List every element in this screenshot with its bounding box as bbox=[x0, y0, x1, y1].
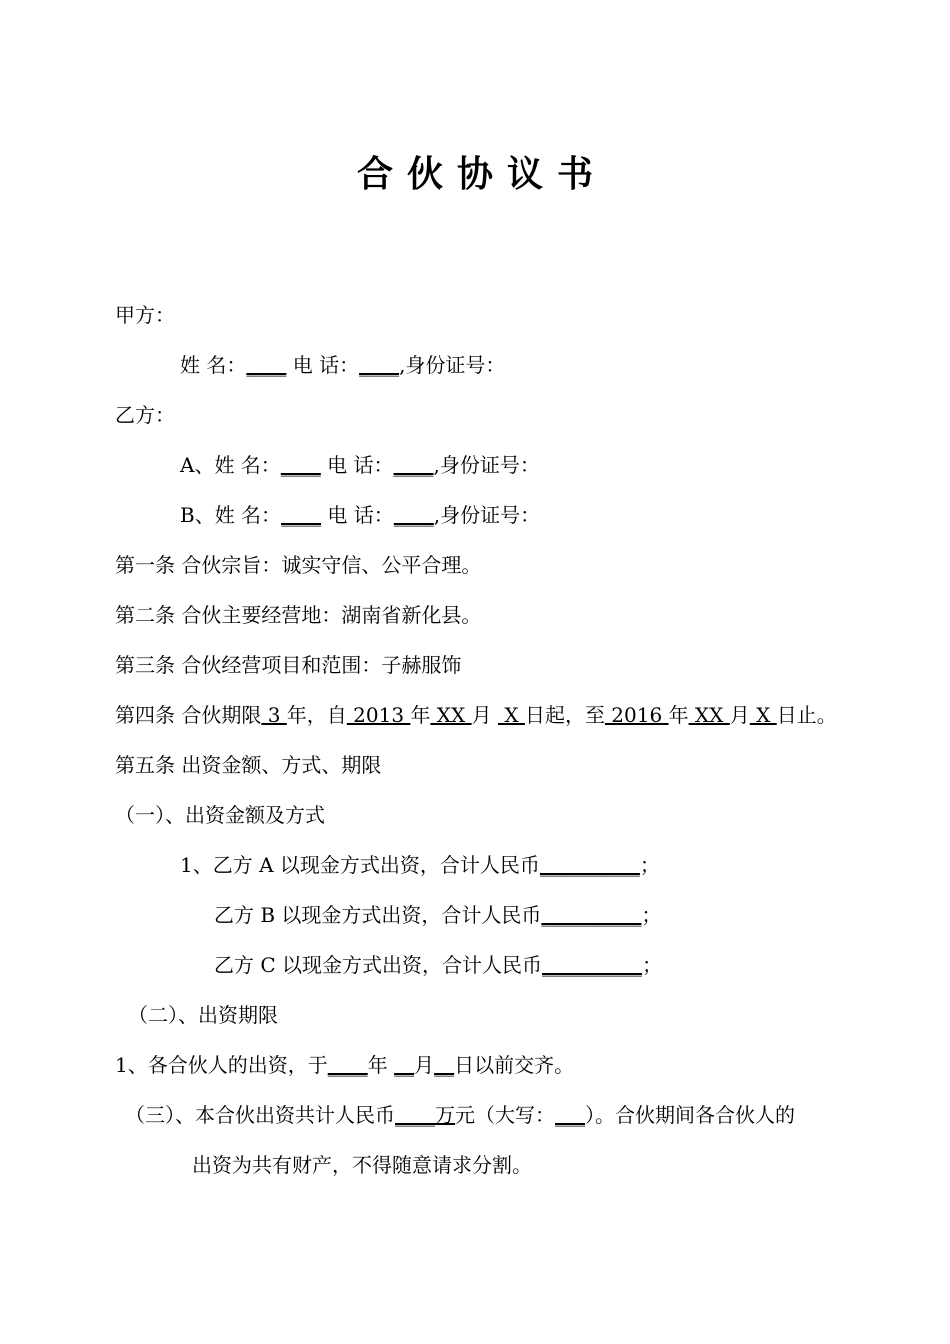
article-4-text: 日止。 bbox=[776, 703, 837, 727]
party-b-b-info bbox=[180, 502, 540, 528]
deadline-text: 年 bbox=[367, 1053, 395, 1077]
party-b-label: 乙方： bbox=[115, 403, 175, 427]
article-4-text: 月 bbox=[729, 703, 750, 727]
id-label: ,身份证号： bbox=[399, 353, 506, 377]
phone-blank: ____ bbox=[393, 453, 434, 477]
party-a-info bbox=[180, 352, 505, 378]
deadline-text: 1、各合伙人的出资，于 bbox=[115, 1053, 328, 1077]
month-blank: __ bbox=[394, 1053, 415, 1077]
end-month: XX bbox=[688, 703, 730, 727]
start-month: XX bbox=[430, 703, 472, 727]
section-3-text: （三）、本合伙出资共计人民币 bbox=[125, 1103, 395, 1127]
contribution-c bbox=[214, 952, 662, 978]
deadline-text: 月 bbox=[414, 1053, 435, 1077]
party-b-a-info bbox=[180, 452, 540, 478]
section-3-continued: 出资为共有财产，不得随意请求分割。 bbox=[192, 1153, 532, 1177]
contribution-a bbox=[180, 852, 660, 878]
contribution-b bbox=[214, 902, 661, 928]
name-label: B、姓 名： bbox=[180, 503, 282, 527]
article-4 bbox=[115, 702, 837, 728]
phone-blank: ____ bbox=[359, 353, 400, 377]
end-day: X bbox=[749, 703, 777, 727]
term-years: 3 bbox=[261, 703, 287, 727]
name-label: A、姓 名： bbox=[180, 453, 281, 477]
name-blank: ____ bbox=[246, 353, 287, 377]
section-3-text: 元（大写： bbox=[455, 1103, 555, 1127]
deadline-text: 日以前交齐。 bbox=[454, 1053, 575, 1077]
total-amount-blank: ____ bbox=[395, 1103, 435, 1127]
article-4-text: 月 bbox=[471, 703, 498, 727]
contribution-end: ； bbox=[639, 853, 660, 877]
start-year: 2013 bbox=[346, 703, 411, 727]
section-2-heading: （二）、出资期限 bbox=[128, 1003, 278, 1027]
amount-blank: __________ bbox=[539, 853, 640, 877]
deadline-line bbox=[115, 1052, 574, 1078]
article-4-text: 年，自 bbox=[286, 703, 347, 727]
id-label: ,身份证号： bbox=[433, 503, 541, 527]
contribution-end: ； bbox=[642, 953, 663, 977]
amount-blank: __________ bbox=[541, 903, 642, 927]
name-blank: ____ bbox=[280, 453, 321, 477]
party-a-label: 甲方： bbox=[115, 303, 175, 327]
section-3 bbox=[125, 1102, 795, 1128]
year-blank: ____ bbox=[327, 1053, 368, 1077]
name-blank: ____ bbox=[281, 503, 322, 527]
day-blank: __ bbox=[434, 1053, 455, 1077]
section-1-heading: （一）、出资金额及方式 bbox=[115, 803, 325, 827]
name-label: 姓 名： bbox=[180, 353, 247, 377]
article-4-text: 第四条 合伙期限 bbox=[115, 703, 262, 727]
id-label: ,身份证号： bbox=[433, 453, 540, 477]
end-year: 2016 bbox=[604, 703, 669, 727]
article-4-text: 年 bbox=[410, 703, 431, 727]
section-3-text: ）。合伙期间各合伙人的 bbox=[585, 1103, 795, 1127]
capital-amount-blank: ___ bbox=[555, 1103, 585, 1127]
contribution-end: ； bbox=[641, 903, 662, 927]
article-3: 第三条 合伙经营项目和范围：子赫服饰 bbox=[115, 653, 462, 677]
start-day: X bbox=[498, 703, 525, 727]
article-5: 第五条 出资金额、方式、期限 bbox=[115, 753, 382, 777]
phone-label: 电 话： bbox=[286, 353, 360, 377]
phone-label: 电 话： bbox=[320, 453, 394, 477]
document-title: 合伙协议书 bbox=[356, 154, 607, 195]
article-2: 第二条 合伙主要经营地：湖南省新化县。 bbox=[115, 603, 482, 627]
contribution-text: 1、乙方 A 以现金方式出资，合计人民币 bbox=[180, 853, 540, 877]
article-1: 第一条 合伙宗旨：诚实守信、公平合理。 bbox=[115, 553, 482, 577]
unit-wan: 万 bbox=[435, 1103, 455, 1127]
article-4-text: 日起，至 bbox=[524, 703, 605, 727]
contribution-text: 乙方 C 以现金方式出资，合计人民币 bbox=[214, 953, 543, 977]
article-4-text: 年 bbox=[668, 703, 689, 727]
contribution-text: 乙方 B 以现金方式出资，合计人民币 bbox=[214, 903, 542, 927]
phone-blank: ____ bbox=[393, 503, 434, 527]
amount-blank: __________ bbox=[542, 953, 643, 977]
phone-label: 电 话： bbox=[321, 503, 394, 527]
